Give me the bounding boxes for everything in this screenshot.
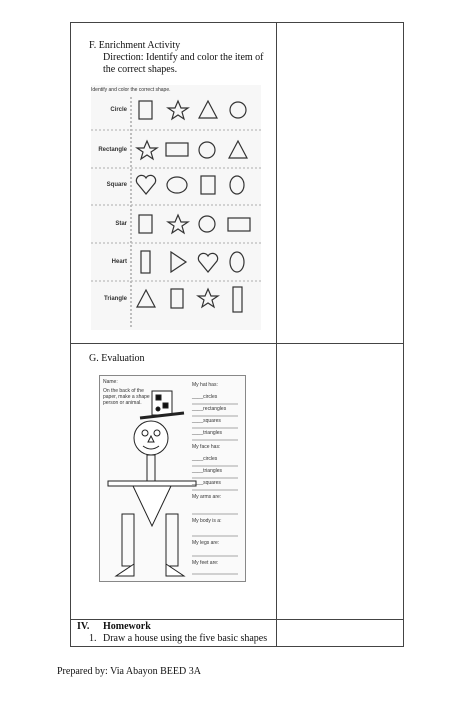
enrichment-direction-1: Direction: Identify and color the item of [103, 52, 264, 63]
row-label-square: Square [106, 182, 127, 188]
homework-heading: Homework [103, 621, 151, 632]
row-label-triangle: Triangle [103, 296, 127, 302]
worksheet-shapes [91, 85, 261, 330]
eval-line: ____rectangles [192, 406, 227, 412]
eval-line: ____triangles [192, 468, 223, 474]
enrichment-direction-2: the correct shapes. [103, 64, 178, 75]
eval-line: ____squares [192, 418, 221, 424]
eval-line: My face has: [192, 444, 221, 450]
enrichment-heading: F. Enrichment Activity [89, 40, 181, 51]
homework-item-number: 1. [89, 633, 97, 644]
evaluation-worksheet [99, 375, 246, 582]
eval-name-label: Name: [103, 379, 118, 385]
row-divider [71, 619, 403, 620]
evaluation-heading: G. Evaluation [89, 353, 145, 364]
lesson-table [70, 22, 404, 647]
row-label-circle: Circle [110, 107, 127, 113]
row-label-rectangle: Rectangle [98, 147, 127, 153]
row-divider [71, 343, 403, 344]
prepared-by-footer: Prepared by: Via Abayon BEED 3A [57, 666, 201, 677]
eval-line: My body is a: [192, 518, 222, 524]
homework-item-text: Draw a house using the five basic shapes [103, 633, 268, 644]
homework-section-number: IV. [77, 621, 90, 632]
row-label-star: Star [115, 221, 127, 227]
row-label-heart: Heart [111, 259, 127, 265]
eval-line: ____squares [192, 480, 221, 486]
eval-line: My feet are: [192, 560, 219, 566]
eval-line: ____circles [192, 456, 218, 462]
worksheet-title: Identify and color the correct shape. [91, 87, 171, 93]
eval-instruction: On the back of the paper, make a shape person or animal. [103, 388, 150, 406]
eval-line: My hat has: [192, 382, 218, 388]
eval-line: ____triangles [192, 430, 223, 436]
eval-line: My legs are: [192, 540, 220, 546]
eval-line: My arms are: [192, 494, 222, 500]
column-divider [276, 23, 277, 646]
eval-line: ____circles [192, 394, 218, 400]
shape-worksheet [91, 85, 261, 330]
